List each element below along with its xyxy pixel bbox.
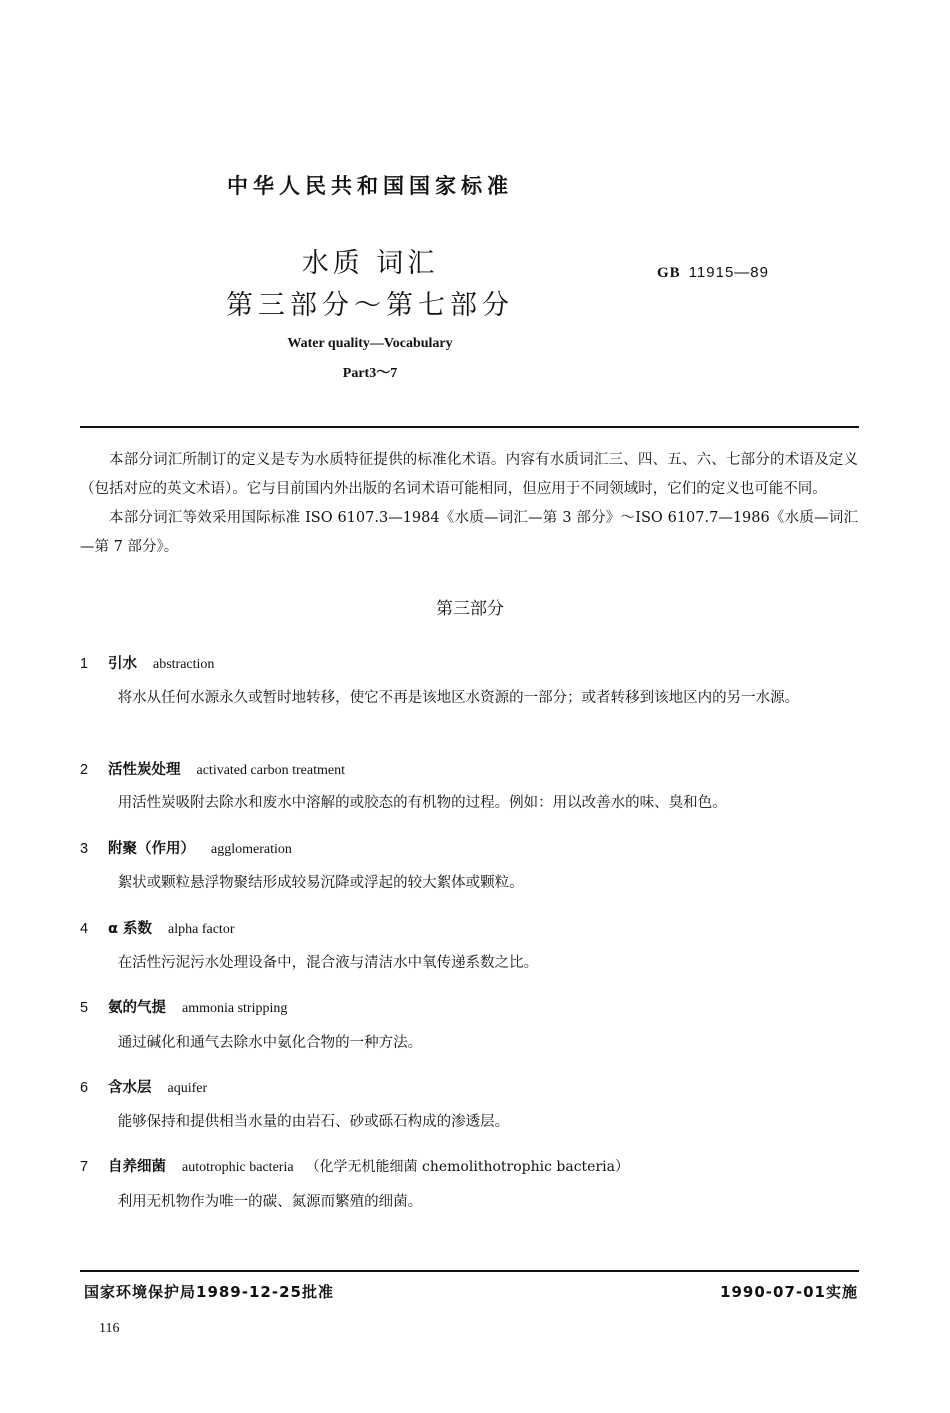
term-chinese: 自养细菌 <box>108 1159 166 1175</box>
term-english: autotrophic bacteria <box>182 1160 294 1175</box>
term-chinese: 活性炭处理 <box>108 762 181 778</box>
term-chinese: 附聚（作用） <box>108 841 195 857</box>
term-heading <box>80 917 234 938</box>
intro-paragraph-2: 本部分词汇等效采用国际标准 ISO 6107.3—1984《水质—词汇—第 3 部分》～ISO 6107.7—1986《水质—词汇—第 7 部分》。 <box>80 510 858 555</box>
term-heading <box>80 758 345 779</box>
term-chinese: α 系数 <box>108 921 153 937</box>
term-definition: 在活性污泥污水处理设备中，混合液与清洁水中氧传递系数之比。 <box>117 955 539 971</box>
term-english: abstraction <box>153 657 215 672</box>
term-number: 5 <box>80 1000 89 1016</box>
term-number: 7 <box>80 1159 89 1175</box>
english-title: Water quality—Vocabulary <box>287 336 453 351</box>
term-definition: 絮状或颗粒悬浮物聚结形成较易沉降或浮起的较大絮体或颗粒。 <box>117 875 524 891</box>
implementation-date: 1990-07-01实施 <box>720 1283 858 1301</box>
approval-date: 国家环境保护局1989-12-25批准 <box>84 1283 334 1301</box>
term-chinese: 含水层 <box>108 1080 152 1096</box>
intro-paragraph-1: 本部分词汇所制订的定义是专为水质特征提供的标准化术语。内容有水质词汇三、四、五、六、七部分的术语及定义（包括对应的英文术语）。它与目前国内外出版的名词术语可能相同，但应用于不同领域时，它们的定义也可能不同。 <box>80 452 858 497</box>
term-definition: 能够保持和提供相当水量的由岩石、砂或砾石构成的渗透层。 <box>117 1114 510 1130</box>
term-number: 1 <box>80 656 89 672</box>
national-standard-heading: 中华人民共和国国家标准 <box>227 174 513 198</box>
term-chinese: 引水 <box>108 656 137 672</box>
term-english: aquifer <box>167 1081 208 1096</box>
document-subtitle: 第三部分～第七部分 <box>226 290 514 321</box>
term-definition: 通过碱化和通气去除水中氨化合物的一种方法。 <box>117 1035 423 1051</box>
part-heading: 第三部分 <box>436 599 504 619</box>
term-english: ammonia stripping <box>182 1001 288 1016</box>
standard-code-prefix: GB <box>657 265 681 281</box>
term-number: 6 <box>80 1080 89 1096</box>
standard-code <box>657 264 769 282</box>
term-heading <box>80 1155 629 1176</box>
footer-divider <box>80 1270 859 1272</box>
english-part: Part3～7 <box>342 366 398 381</box>
header-divider <box>80 426 859 428</box>
term-definition: 将水从任何水源永久或暂时地转移，使它不再是该地区水资源的一部分；或者转移到该地区内的另一水源。 <box>117 690 800 706</box>
term-english: alpha factor <box>168 922 235 937</box>
term-english: agglomeration <box>211 842 292 857</box>
term-heading <box>80 1076 207 1097</box>
term-definition: 利用无机物作为唯一的碳、氮源而繁殖的细菌。 <box>117 1194 423 1210</box>
term-alternate: （化学无机能细菌 chemolithotrophic bacteria） <box>305 1159 629 1175</box>
term-heading <box>80 837 292 858</box>
standard-code-number: 11915—89 <box>688 264 769 281</box>
term-number: 4 <box>80 921 89 937</box>
term-number: 3 <box>80 841 89 857</box>
term-number: 2 <box>80 762 89 778</box>
term-definition: 用活性炭吸附去除水和废水中溶解的或胶态的有机物的过程。例如：用以改善水的味、臭和色。 <box>117 795 727 811</box>
page-number: 116 <box>99 1321 120 1336</box>
term-heading <box>80 996 287 1017</box>
document-title: 水质 词汇 <box>301 248 439 279</box>
term-heading <box>80 652 214 673</box>
term-chinese: 氨的气提 <box>108 1000 166 1016</box>
intro-section <box>80 446 858 562</box>
term-english: activated carbon treatment <box>196 763 345 778</box>
